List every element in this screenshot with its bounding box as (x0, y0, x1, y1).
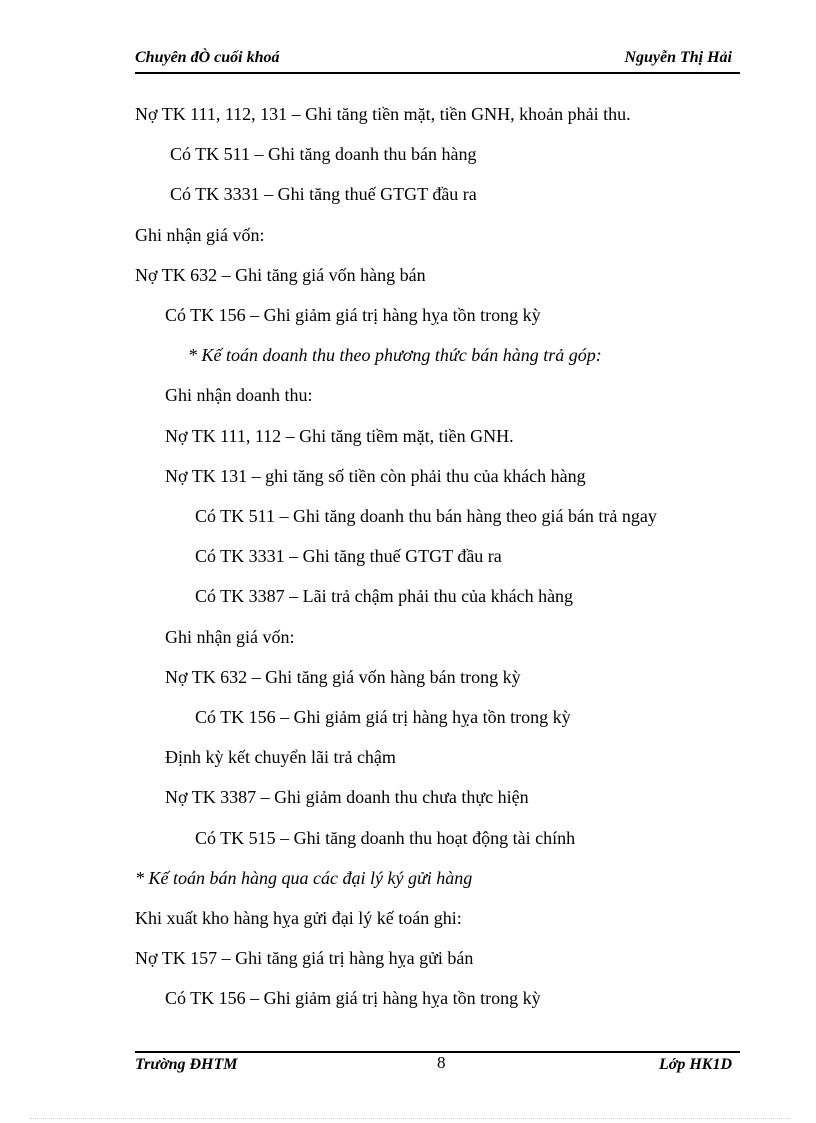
text-line: Có TK 156 – Ghi giảm giá trị hàng hỵa tồn trong kỳ (165, 988, 541, 1008)
page-number: 8 (437, 1053, 446, 1072)
text-line: Nợ TK 131 – ghi tăng số tiền còn phải thu của khách hàng (165, 466, 586, 486)
text-line: Ghi nhận doanh thu: (165, 385, 313, 405)
text-line: Ghi nhận giá vốn: (165, 627, 295, 647)
text-line: Ghi nhận giá vốn: (135, 225, 265, 245)
text-line: Khi xuất kho hàng hỵa gửi đại lý kế toán ghi: (135, 908, 462, 928)
section-heading: * Kế toán bán hàng qua các đại lý ký gửi hàng (135, 868, 473, 888)
text-line: Có TK 515 – Ghi tăng doanh thu hoạt động tài chính (195, 828, 576, 848)
text-line: Có TK 511 – Ghi tăng doanh thu bán hàng theo giá bán trả ngay (195, 506, 657, 526)
text-line: Nợ TK 157 – Ghi tăng giá trị hàng hỵa gửi bán (135, 948, 474, 968)
text-line: Nợ TK 3387 – Ghi giảm doanh thu chưa thực hiện (165, 787, 529, 807)
text-line: Có TK 156 – Ghi giảm giá trị hàng hỵa tồn trong kỳ (195, 707, 571, 727)
text-line: Có TK 3331 – Ghi tăng thuế GTGT đầu ra (170, 184, 477, 204)
text-line: Nợ TK 111, 112 – Ghi tăng tiềm mặt, tiền GNH. (165, 426, 514, 446)
footer-class: Lớp HK1D (658, 1056, 732, 1073)
text-line: Nợ TK 632 – Ghi tăng giá vốn hàng bán (135, 265, 426, 285)
page-edge-divider (30, 1118, 790, 1119)
section-heading: * Kế toán doanh thu theo phương thức bán hàng trả góp: (188, 345, 602, 365)
footer-school: Trường ĐHTM (135, 1056, 238, 1073)
header-title: Chuyên đÒ cuối khoá (135, 49, 280, 66)
header-rule (135, 72, 740, 74)
header-author: Nguyễn Thị Hải (624, 49, 732, 66)
text-line: Nợ TK 632 – Ghi tăng giá vốn hàng bán trong kỳ (165, 667, 521, 687)
text-line: Có TK 156 – Ghi giảm giá trị hàng hỵa tồn trong kỳ (165, 305, 541, 325)
text-line: Có TK 3331 – Ghi tăng thuế GTGT đầu ra (195, 546, 502, 566)
text-line: Định kỳ kết chuyển lãi trả chậm (165, 747, 396, 767)
text-line: Nợ TK 111, 112, 131 – Ghi tăng tiền mặt, tiền GNH, khoản phải thu. (135, 104, 631, 124)
text-line: Có TK 511 – Ghi tăng doanh thu bán hàng (170, 144, 477, 164)
text-line: Có TK 3387 – Lãi trả chậm phải thu của khách hàng (195, 586, 574, 606)
